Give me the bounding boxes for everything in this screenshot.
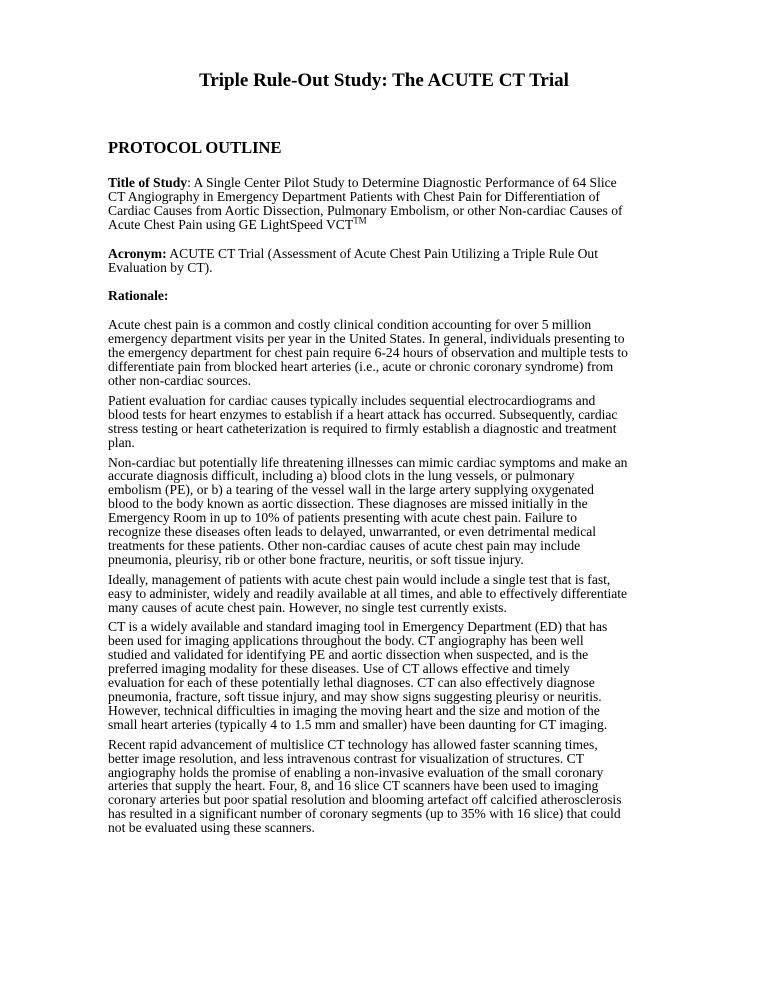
paragraph-line: angiography holds the promise of enabling a non-invasive evaluation of the small coronary <box>108 764 604 780</box>
paragraph <box>108 573 748 615</box>
paragraph-line: accurate diagnosis difficult, including a) blood clots in the lung vessels, or pulmonary <box>108 468 575 484</box>
paragraph-line: studied and validated for identifying PE and aortic dissection when suspected, and is the <box>108 647 589 663</box>
paragraph-line: better image resolution, and less intravenous contrast for visualization of structures. CT <box>108 750 585 766</box>
paragraph-line: pneumonia, fracture, soft tissue injury, and may show signs suggesting pleurisy or neuritis. <box>108 689 602 704</box>
paragraph-line: arteries that supply the heart. Four, 8, and 16 slice CT scanners have been used to imaging <box>108 778 599 794</box>
paragraph-line: blood tests for heart enzymes to establish if a heart attack has occurred. Subsequently, cardiac <box>108 406 618 422</box>
title-of-study-line: : A Single Center Pilot Study to Determine Diagnostic Performance of 64 Slice <box>187 175 617 190</box>
paragraph-line: Ideally, management of patients with acute chest pain would include a single test that is fast, <box>108 571 611 587</box>
paragraph-line: coronary arteries but poor spatial resolution and blooming artefact off calcified atherosclerosis <box>108 792 622 808</box>
acronym-line: ACUTE CT Trial (Assessment of Acute Chest Pain Utilizing a Triple Rule Out <box>166 245 599 261</box>
paragraph-line: easy to administer, widely and readily available at all times, and able to effectively differentiate <box>108 585 628 601</box>
paragraph-line: plan. <box>108 434 135 450</box>
paragraph-line: Non-cardiac but potentially life threatening illnesses can mimic cardiac symptoms and make an <box>108 454 628 470</box>
paragraph <box>108 456 748 567</box>
rationale-heading-text: Rationale: <box>108 288 169 304</box>
paragraph-line: differentiate pain from blocked heart arteries (i.e., acute or chronic coronary syndrome) from <box>108 359 614 375</box>
paragraph-line: embolism (PE), or b) a tearing of the vessel wall in the large artery supplying oxygenated <box>108 482 594 498</box>
title-of-study-line: Cardiac Causes from Aortic Dissection, Pulmonary Embolism, or other Non-cardiac Causes of <box>108 202 623 218</box>
paragraph-line: CT is a widely available and standard imaging tool in Emergency Department (ED) that has <box>108 619 608 635</box>
paragraph-line: evaluation for each of these potentially lethal diagnoses. CT can also effectively diagnose <box>108 675 595 691</box>
title-of-study-line: CT Angiography in Emergency Department Patients with Chest Pain for Differentiation of <box>108 188 600 204</box>
paragraph-line: been used for imaging applications throughout the body. CT angiography has been well <box>108 633 584 649</box>
paragraph-line: the emergency department for chest pain require 6-24 hours of observation and multiple tests to <box>108 345 628 361</box>
rationale-heading <box>108 289 748 303</box>
title-of-study <box>108 176 748 232</box>
paragraph <box>108 620 748 731</box>
acronym-label: Acronym: <box>108 245 167 261</box>
paragraph-line: not be evaluated using these scanners. <box>108 820 315 836</box>
title-of-study-label: Title of Study <box>108 175 188 190</box>
paragraph-line: However, technical difficulties in imaging the moving heart and the size and motion of the <box>108 702 600 718</box>
paragraph-line: has resulted in a significant number of coronary segments (up to 35% with 16 slice) that could <box>108 806 621 822</box>
paragraph-line: blood to the body known as aortic dissection. These diagnoses are missed initially in the <box>108 496 588 512</box>
acronym-line: Evaluation by CT). <box>108 259 213 275</box>
document-body <box>108 176 748 841</box>
paragraph-line: recognize these diseases often leads to delayed, unwarranted, or even detrimental medical <box>108 524 597 540</box>
section-heading: PROTOCOL OUTLINE <box>108 138 282 157</box>
rationale-paragraphs <box>108 318 748 835</box>
trademark-symbol: TM <box>353 215 367 226</box>
acronym <box>108 247 748 275</box>
paragraph-line: Recent rapid advancement of multislice CT technology has allowed faster scanning times, <box>108 736 598 752</box>
paragraph-line: preferred imaging modality for these diseases. Use of CT allows effective and timely <box>108 661 570 677</box>
title-of-study-line: Acute Chest Pain using GE LightSpeed VCT <box>108 216 354 232</box>
paragraph-line: small heart arteries (typically 4 to 1.5 mm and smaller) have been daunting for CT imaging. <box>108 716 608 732</box>
paragraph-line: treatments for these patients. Other non-cardiac causes of acute chest pain may include <box>108 537 581 553</box>
paragraph-line: emergency department visits per year in the United States. In general, individuals presenting to <box>108 331 625 347</box>
paragraph-line: Acute chest pain is a common and costly clinical condition accounting for over 5 million <box>108 317 592 333</box>
paragraph-line: pneumonia, pleurisy, rib or other bone fracture, neuritis, or soft tissue injury. <box>108 551 524 567</box>
document-title: Triple Rule-Out Study: The ACUTE CT Trial <box>199 70 569 91</box>
paragraph <box>108 394 748 450</box>
paragraph-line: stress testing or heart catheterization is required to firmly establish a diagnostic and treatment <box>108 420 617 436</box>
paragraph-line: other non-cardiac sources. <box>108 372 252 388</box>
paragraph-line: Patient evaluation for cardiac causes typically includes sequential electrocardiograms and <box>108 392 596 408</box>
paragraph <box>108 738 748 835</box>
paragraph <box>108 318 748 388</box>
paragraph-line: Emergency Room in up to 10% of patients presenting with acute chest pain. Failure to <box>108 510 578 526</box>
paragraph-line: many causes of acute chest pain. However, no single test currently exists. <box>108 599 507 615</box>
